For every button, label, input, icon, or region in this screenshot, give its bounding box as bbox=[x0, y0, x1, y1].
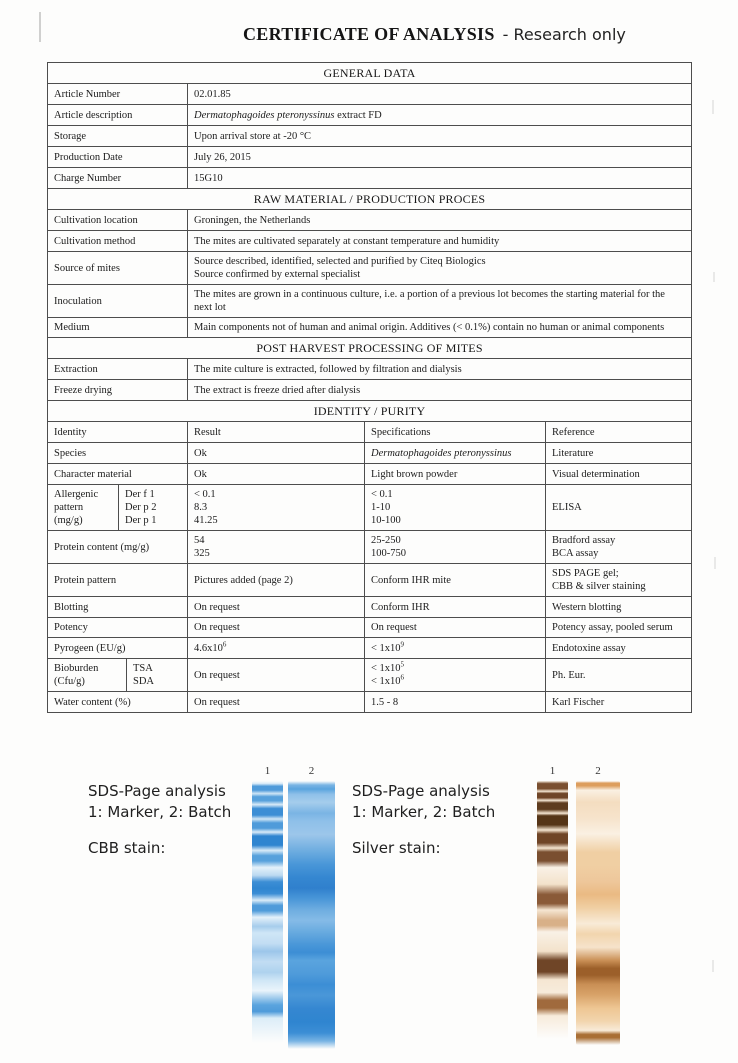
row-value: Main components not of human and animal origin. Additives (< 0.1%) contain no human or animal components bbox=[188, 318, 692, 338]
row-value: July 26, 2015 bbox=[188, 147, 692, 168]
section-header-raw-material: RAW MATERIAL / PRODUCTION PROCES bbox=[48, 189, 692, 210]
row-label: Source of mites bbox=[48, 252, 188, 285]
silver-marker-lane bbox=[537, 781, 568, 1039]
row-label: Blotting bbox=[48, 597, 188, 618]
cbb-marker-lane bbox=[252, 781, 283, 1043]
row-value: The mites are grown in a continuous culture, i.e. a portion of a previous lot becomes the starting material for the next lot bbox=[188, 285, 692, 318]
table-row bbox=[48, 84, 692, 105]
cbb-batch-lane bbox=[288, 781, 335, 1049]
row-label: Water content (%) bbox=[48, 692, 188, 713]
row-label: Production Date bbox=[48, 147, 188, 168]
row-label: Cultivation method bbox=[48, 231, 188, 252]
title-main: CERTIFICATE OF ANALYSIS bbox=[243, 24, 495, 44]
scan-artifact bbox=[712, 100, 714, 114]
silver-lane2-label: 2 bbox=[595, 765, 601, 777]
certificate-table bbox=[47, 62, 692, 713]
column-header: Identity bbox=[48, 422, 188, 443]
silver-caption: SDS-Page analysis 1: Marker, 2: Batch bbox=[352, 782, 496, 821]
table-row: Water content (%) On request 1.5 - 8 Karl Fischer bbox=[48, 692, 692, 713]
cbb-caption: SDS-Page analysis 1: Marker, 2: Batch bbox=[88, 782, 232, 821]
row-label: Inoculation bbox=[48, 285, 188, 318]
table-row bbox=[48, 168, 692, 189]
table-row: Blotting On request Conform IHR Western blotting bbox=[48, 597, 692, 618]
row-value: The mite culture is extracted, followed by filtration and dialysis bbox=[188, 359, 692, 380]
table-row: Allergenic pattern (mg/g) Der f 1 Der p 2 Der p 1 < 0.1 8.3 41.25 < 0.1 1-10 10-100 ELISA bbox=[48, 485, 692, 531]
row-label: Allergenic pattern (mg/g) Der f 1 Der p 2 Der p 1 bbox=[48, 485, 188, 531]
table-row bbox=[48, 318, 692, 338]
row-label: Storage bbox=[48, 126, 188, 147]
row-label: Charge Number bbox=[48, 168, 188, 189]
column-header: Specifications bbox=[365, 422, 546, 443]
cbb-gel-image bbox=[252, 765, 335, 1049]
row-value: Dermatophagoides pteronyssinus extract FD bbox=[188, 105, 692, 126]
table-row: Protein pattern Pictures added (page 2) Conform IHR mite SDS PAGE gel; CBB & silver staining bbox=[48, 564, 692, 597]
table-header-row bbox=[48, 422, 692, 443]
row-value: 02.01.85 bbox=[188, 84, 692, 105]
row-label: Article Number bbox=[48, 84, 188, 105]
row-label: Cultivation location bbox=[48, 210, 188, 231]
row-label: Species bbox=[48, 443, 188, 464]
column-header: Reference bbox=[546, 422, 692, 443]
row-value: Upon arrival store at -20 °C bbox=[188, 126, 692, 147]
scan-artifact bbox=[714, 557, 716, 569]
section-header-identity-purity: IDENTITY / PURITY bbox=[48, 401, 692, 422]
table-row: Pyrogeen (EU/g) $4.6x10^6$ < $1x10^9$ Endotoxine assay bbox=[48, 638, 692, 659]
table-row: Bioburden (Cfu/g) TSA SDA On request < $1x10^5$ < $1x10^6$ Ph. Eur. bbox=[48, 659, 692, 692]
table-row bbox=[48, 126, 692, 147]
silver-stain-label: Silver stain: bbox=[352, 839, 441, 857]
row-value: 15G10 bbox=[188, 168, 692, 189]
row-label: Protein content (mg/g) bbox=[48, 531, 188, 564]
row-label: Freeze drying bbox=[48, 380, 188, 401]
table-row: Species Ok Dermatophagoides pteronyssinus Literature bbox=[48, 443, 692, 464]
cbb-lane2-label: 2 bbox=[308, 765, 315, 777]
table-row bbox=[48, 359, 692, 380]
table-row: Protein content (mg/g) 54 325 25-250 100-750 Bradford assay BCA assay bbox=[48, 531, 692, 564]
cbb-stain-label: CBB stain: bbox=[88, 839, 166, 857]
table-row: Character material Ok Light brown powder Visual determination bbox=[48, 464, 692, 485]
column-header: Result bbox=[188, 422, 365, 443]
section-header-general-data: GENERAL DATA bbox=[48, 63, 692, 84]
row-value: The mites are cultivated separately at constant temperature and humidity bbox=[188, 231, 692, 252]
row-label: Article description bbox=[48, 105, 188, 126]
title-suffix: - Research only bbox=[502, 25, 626, 44]
row-label: Character material bbox=[48, 464, 188, 485]
cbb-lane1-label: 1 bbox=[264, 765, 271, 777]
row-label: Protein pattern bbox=[48, 564, 188, 597]
silver-lane1-label: 1 bbox=[549, 765, 556, 777]
silver-batch-lane bbox=[576, 781, 620, 1045]
table-row bbox=[48, 147, 692, 168]
table-row bbox=[48, 210, 692, 231]
table-row bbox=[48, 105, 692, 126]
scan-artifact bbox=[712, 960, 714, 972]
row-value: Source described, identified, selected and purified by Citeq Biologics Source confirmed by external specialist bbox=[188, 252, 692, 285]
table-row: Potency On request On request Potency assay, pooled serum bbox=[48, 618, 692, 638]
row-label: Pyrogeen (EU/g) bbox=[48, 638, 188, 659]
scan-artifact bbox=[39, 12, 41, 42]
row-label: Medium bbox=[48, 318, 188, 338]
row-label: Bioburden (Cfu/g) TSA SDA bbox=[48, 659, 188, 692]
table-row bbox=[48, 380, 692, 401]
scan-artifact bbox=[713, 272, 715, 282]
table-row bbox=[48, 285, 692, 318]
table-row bbox=[48, 231, 692, 252]
row-label: Potency bbox=[48, 618, 188, 638]
row-value: Groningen, the Netherlands bbox=[188, 210, 692, 231]
table-row bbox=[48, 252, 692, 285]
silver-gel-image bbox=[537, 765, 620, 1045]
row-label: Extraction bbox=[48, 359, 188, 380]
document-title bbox=[243, 24, 626, 45]
section-header-post-harvest: POST HARVEST PROCESSING OF MITES bbox=[48, 338, 692, 359]
row-value: The extract is freeze dried after dialysis bbox=[188, 380, 692, 401]
